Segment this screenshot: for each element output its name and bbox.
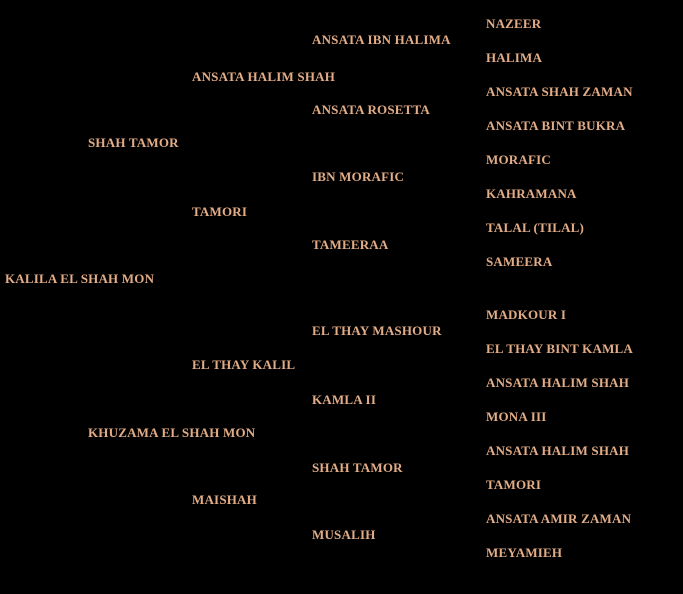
pedigree-node: SHAH TAMOR bbox=[312, 460, 403, 475]
pedigree-node: EL THAY MASHOUR bbox=[312, 323, 442, 338]
pedigree-node: NAZEER bbox=[486, 16, 542, 31]
pedigree-node: MORAFIC bbox=[486, 152, 551, 167]
pedigree-node: TAMORI bbox=[192, 204, 248, 219]
pedigree-node: KAMLA II bbox=[312, 392, 377, 407]
pedigree-node: MUSALIH bbox=[312, 527, 376, 542]
pedigree-node: ANSATA BINT BUKRA bbox=[486, 118, 626, 133]
pedigree-node: ANSATA IBN HALIMA bbox=[312, 32, 451, 47]
pedigree-node: MONA III bbox=[486, 409, 547, 424]
pedigree-node: TALAL (TILAL) bbox=[486, 220, 585, 235]
pedigree-node: ANSATA SHAH ZAMAN bbox=[486, 84, 633, 99]
pedigree-node-dam: KHUZAMA EL SHAH MON bbox=[88, 425, 256, 440]
pedigree-node: MADKOUR I bbox=[486, 307, 567, 322]
pedigree-node: HALIMA bbox=[486, 50, 543, 65]
pedigree-node: TAMEERAA bbox=[312, 237, 389, 252]
pedigree-node: ANSATA ROSETTA bbox=[312, 102, 431, 117]
pedigree-node: SAMEERA bbox=[486, 254, 553, 269]
pedigree-node: EL THAY KALIL bbox=[192, 357, 296, 372]
pedigree-subject: KALILA EL SHAH MON bbox=[5, 271, 155, 286]
pedigree-node: ANSATA HALIM SHAH bbox=[486, 375, 630, 390]
pedigree-node: EL THAY BINT KAMLA bbox=[486, 341, 634, 356]
pedigree-node: TAMORI bbox=[486, 477, 542, 492]
pedigree-node: MAISHAH bbox=[192, 492, 257, 507]
pedigree-node: KAHRAMANA bbox=[486, 186, 577, 201]
pedigree-node: ANSATA AMIR ZAMAN bbox=[486, 511, 632, 526]
pedigree-node: IBN MORAFIC bbox=[312, 169, 405, 184]
pedigree-node: ANSATA HALIM SHAH bbox=[192, 69, 336, 84]
pedigree-node-sire: SHAH TAMOR bbox=[88, 135, 179, 150]
pedigree-node: MEYAMIEH bbox=[486, 545, 563, 560]
pedigree-node: ANSATA HALIM SHAH bbox=[486, 443, 630, 458]
